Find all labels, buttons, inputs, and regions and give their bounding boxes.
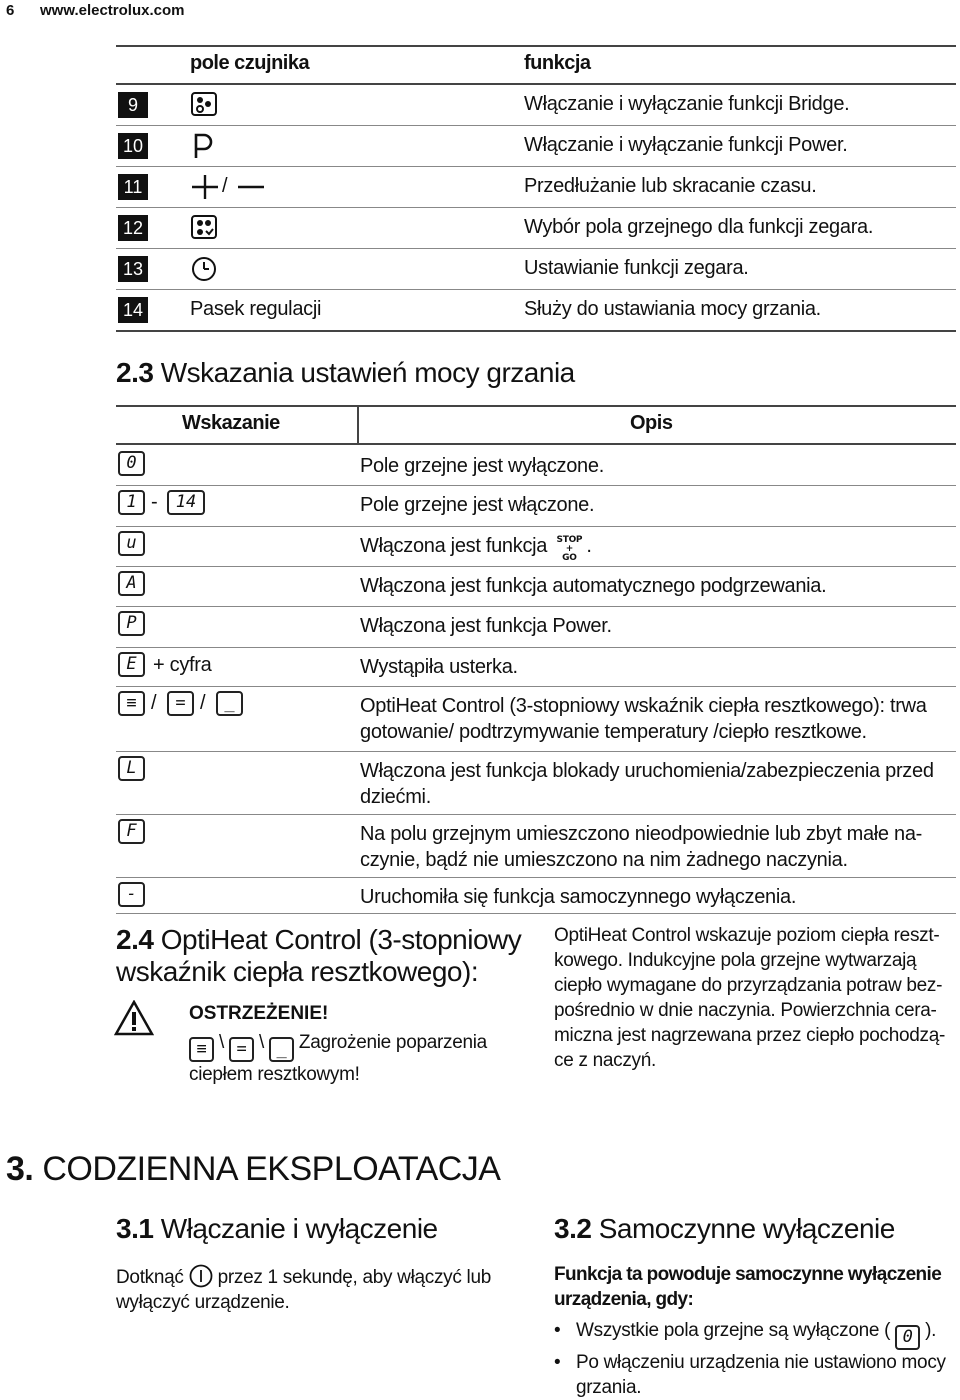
display-symbol: F — [118, 819, 145, 844]
bullet-item-2: Po włączeniu urządzenia nie ustawiono mocy grzania. — [576, 1352, 946, 1398]
row-divider — [116, 606, 956, 607]
display-symbol: 0 — [118, 451, 145, 476]
display-symbol: 1 — [118, 490, 145, 515]
page-number: 6 — [6, 2, 15, 19]
section-3-2-intro: Funkcja ta powoduje samoczynne wyłączenie urządzenia, gdy: — [554, 1264, 942, 1310]
description-col-header: Opis — [630, 412, 673, 434]
row-divider — [116, 166, 956, 167]
row-divider — [116, 877, 956, 878]
display-symbol: E — [118, 652, 145, 677]
power-on-off-icon — [189, 1264, 213, 1288]
section-2-4-heading: 2.4 OptiHeat Control (3-stopniowy wskaźnik ciepła resztkowego): — [116, 924, 522, 987]
zone-select-icon — [190, 214, 218, 245]
bullet-dot: • — [554, 1352, 561, 1373]
display-symbol: L — [118, 756, 145, 781]
indication-description: Włączona jest funkcja STOP + GO . — [360, 533, 950, 566]
display-header-divider — [116, 443, 956, 445]
function-description: Ustawianie funkcji zegara. — [524, 257, 749, 279]
row-divider — [116, 751, 956, 752]
row-divider — [116, 248, 956, 249]
stop-go-icon: STOP + GO — [556, 535, 583, 563]
clock-icon — [190, 255, 218, 288]
display-table-top — [116, 405, 956, 407]
row-divider — [116, 485, 956, 486]
sensor-col-header: pole czujnika — [190, 52, 310, 74]
function-col-header: funkcja — [524, 52, 591, 74]
warning-text: ≡ \ = \ _ Zagrożenie poparzenia ciepłem resztkowym! — [189, 1032, 487, 1085]
optiheat-description: OptiHeat Control wskazuje poziom ciepła reszt- kowego. Indukcyjne pola grzejne wytwarzają ciepło wymagane do przyrządzania potraw bez- pośrednio w dnie naczynia. Powierzchnia cera- miczna jest nagrzewana przez ciepło pochodzą- ce z naczyń. — [554, 925, 945, 1071]
sensor-label: Pasek regulacji — [190, 298, 322, 320]
display-symbol: 14 — [167, 490, 205, 515]
row-number-badge: 13 — [118, 256, 148, 282]
section-3-1-heading: 3.1 Włączanie i wyłączenie — [116, 1213, 438, 1244]
section-2-3-heading: 2.3 Wskazania ustawień mocy grzania — [116, 357, 575, 388]
table-top-border — [116, 45, 956, 47]
sensor-label: / — [222, 175, 228, 197]
indication-description: Włączona jest funkcja Power. — [360, 615, 612, 637]
residual-heat-high-symbol: ≡ — [189, 1037, 214, 1062]
symbol-separator: - — [151, 491, 158, 513]
power-p-icon — [190, 132, 216, 165]
function-description: Przedłużanie lub skracanie czasu. — [524, 175, 817, 197]
row-number-badge: 11 — [118, 174, 148, 200]
indication-description: Na polu grzejnym umieszczono nieodpowiednie lub zbyt małe na- czynie, bądź nie umieszczono na nim żadnego naczynia. — [360, 823, 923, 871]
row-divider — [116, 566, 956, 567]
minus-icon — [236, 173, 266, 206]
display-symbol: _ — [216, 691, 243, 716]
display-symbol: u — [118, 531, 145, 556]
indication-description: Wystąpiła usterka. — [360, 656, 518, 678]
plus-minus-icon — [190, 173, 220, 206]
indication-description: Pole grzejne jest włączone. — [360, 494, 595, 516]
indication-description: Pole grzejne jest wyłączone. — [360, 455, 604, 477]
header-divider — [116, 83, 956, 85]
website-url: www.electrolux.com — [40, 2, 185, 19]
display-header-separator — [357, 405, 359, 445]
row-number-badge: 14 — [118, 297, 148, 323]
indication-description: OptiHeat Control (3-stopniowy wskaźnik ciepła resztkowego): trwa gotowanie/ podtrzymywanie temperatury /ciepło resztkowe. — [360, 695, 927, 743]
section-3-2-heading: 3.2 Samoczynne wyłączenie — [554, 1213, 895, 1244]
bridge-icon — [190, 91, 218, 122]
indication-description: Włączona jest funkcja blokady uruchomienia/zabezpieczenia przed dziećmi. — [360, 760, 934, 808]
bullet-item-1: Wszystkie pola grzejne są wyłączone ( 0 ). — [576, 1318, 956, 1350]
symbol-separator: / — [151, 692, 157, 714]
warning-icon — [114, 1000, 154, 1036]
indication-description: Włączona jest funkcja automatycznego podgrzewania. — [360, 575, 827, 597]
row-number-badge: 9 — [118, 92, 148, 118]
row-divider — [116, 526, 956, 527]
warning-title: OSTRZEŻENIE! — [189, 1003, 329, 1024]
table-bottom-border — [116, 330, 956, 332]
symbol-separator: / — [200, 692, 206, 714]
indication-description: Uruchomiła się funkcja samoczynnego wyłączenia. — [360, 886, 797, 908]
row-divider — [116, 913, 956, 914]
row-divider — [116, 125, 956, 126]
function-description: Służy do ustawiania mocy grzania. — [524, 298, 821, 320]
function-description: Włączanie i wyłączanie funkcji Power. — [524, 134, 848, 156]
row-divider — [116, 289, 956, 290]
residual-heat-low-symbol: _ — [269, 1037, 294, 1062]
bullet-dot: • — [554, 1320, 561, 1341]
row-number-badge: 10 — [118, 133, 148, 159]
indication-col-header: Wskazanie — [182, 412, 280, 434]
function-description: Włączanie i wyłączanie funkcji Bridge. — [524, 93, 850, 115]
symbol-extra-label: + cyfra — [153, 654, 212, 676]
off-symbol: 0 — [895, 1325, 920, 1350]
display-symbol: = — [167, 691, 194, 716]
row-number-badge: 12 — [118, 215, 148, 241]
section-3-1-text: Dotknąć przez 1 sekundę, aby włączyć lub wyłączyć urządzenie. — [116, 1264, 536, 1315]
row-divider — [116, 647, 956, 648]
display-symbol: P — [118, 611, 145, 636]
display-symbol: - — [118, 882, 145, 907]
row-divider — [116, 207, 956, 208]
row-divider — [116, 814, 956, 815]
display-symbol: A — [118, 571, 145, 596]
chapter-3-heading: 3. CODZIENNA EKSPLOATACJA — [6, 1150, 501, 1188]
display-symbol: ≡ — [118, 691, 145, 716]
row-divider — [116, 686, 956, 687]
residual-heat-medium-symbol: = — [229, 1037, 254, 1062]
function-description: Wybór pola grzejnego dla funkcji zegara. — [524, 216, 874, 238]
